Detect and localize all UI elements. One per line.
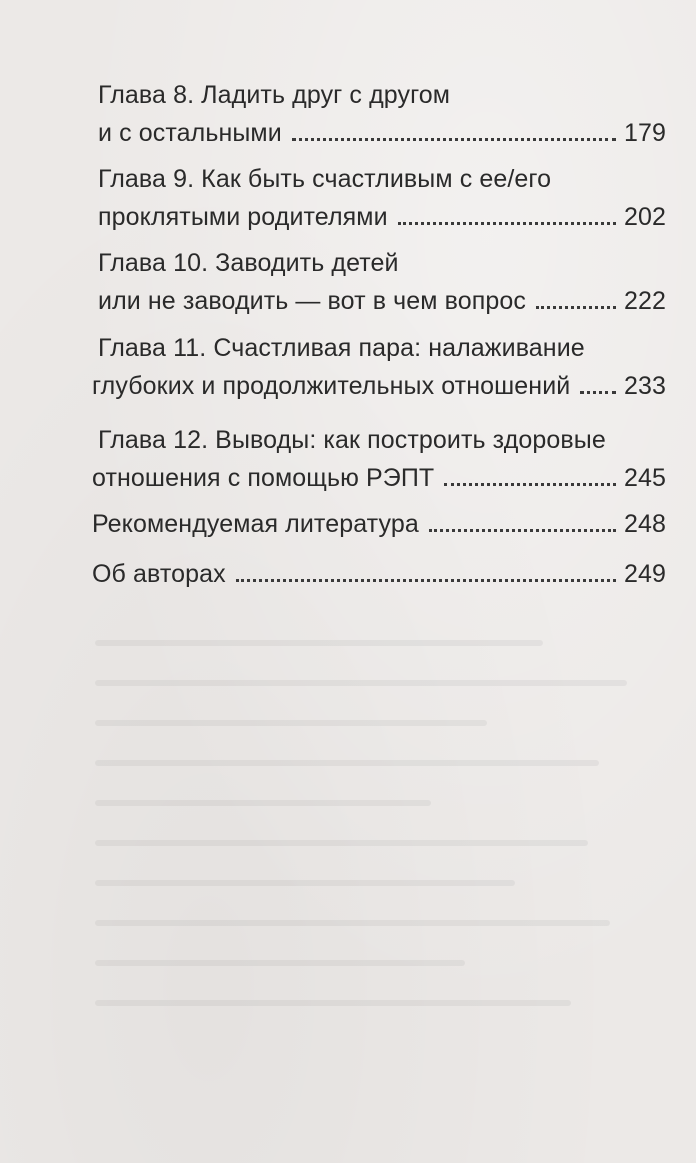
toc-entry-about-authors [92, 555, 666, 593]
toc-entry-title: Глава 10. Заводить детей [98, 249, 399, 277]
toc-entry-title: Глава 12. Выводы: как построить здоровые [98, 426, 606, 454]
page-number: 179 [623, 119, 666, 147]
toc-entry-title: Глава 8. Ладить друг с другом [98, 81, 451, 109]
toc-entry-title: Об авторах [92, 560, 226, 588]
toc-entry-chapter-9 [92, 160, 666, 236]
dot-leader [429, 528, 616, 532]
toc-entry-title-continued: отношения с помощью РЭПТ [92, 464, 435, 492]
page-number: 249 [623, 560, 666, 588]
toc-entry-title-continued: и с остальными [98, 119, 282, 147]
toc-entry-chapter-8 [92, 76, 666, 152]
page-number: 233 [623, 372, 666, 400]
dot-leader [444, 482, 616, 486]
toc-entry-row [92, 505, 666, 543]
toc-entry-row [92, 555, 666, 593]
page-number: 248 [623, 510, 666, 538]
toc-entry-title-continued-row [92, 367, 666, 405]
toc-entry-title-continued-row [92, 282, 666, 320]
toc-entry-chapter-10 [92, 244, 666, 320]
dot-leader [292, 137, 616, 141]
toc-entry-title-continued: проклятыми родителями [98, 203, 388, 231]
dot-leader [580, 390, 616, 394]
page-number: 202 [623, 203, 666, 231]
page-number: 222 [623, 287, 666, 315]
toc-entry-title: Рекомендуемая литература [92, 510, 419, 538]
toc-entry-title-continued-row [92, 198, 666, 236]
toc-entry-recommended-reading [92, 505, 666, 543]
toc-entry-title-continued: глубоких и продолжительных отношений [92, 372, 571, 400]
toc-entry-title: Глава 9. Как быть счастливым с ее/его [98, 165, 552, 193]
toc-entry-title-continued: или не заводить — вот в чем вопрос [98, 287, 526, 315]
dot-leader [236, 578, 616, 582]
dot-leader [398, 221, 616, 225]
dot-leader [536, 305, 616, 309]
toc-entry-chapter-12 [92, 421, 666, 497]
toc-entry-title-continued-row [92, 114, 666, 152]
page-number: 245 [623, 464, 666, 492]
toc-entry-chapter-11 [92, 329, 666, 405]
show-through-from-reverse-page [95, 640, 655, 1110]
toc-entry-title-continued-row [92, 459, 666, 497]
toc-entry-title: Глава 11. Счастливая пара: налаживание [98, 334, 585, 362]
